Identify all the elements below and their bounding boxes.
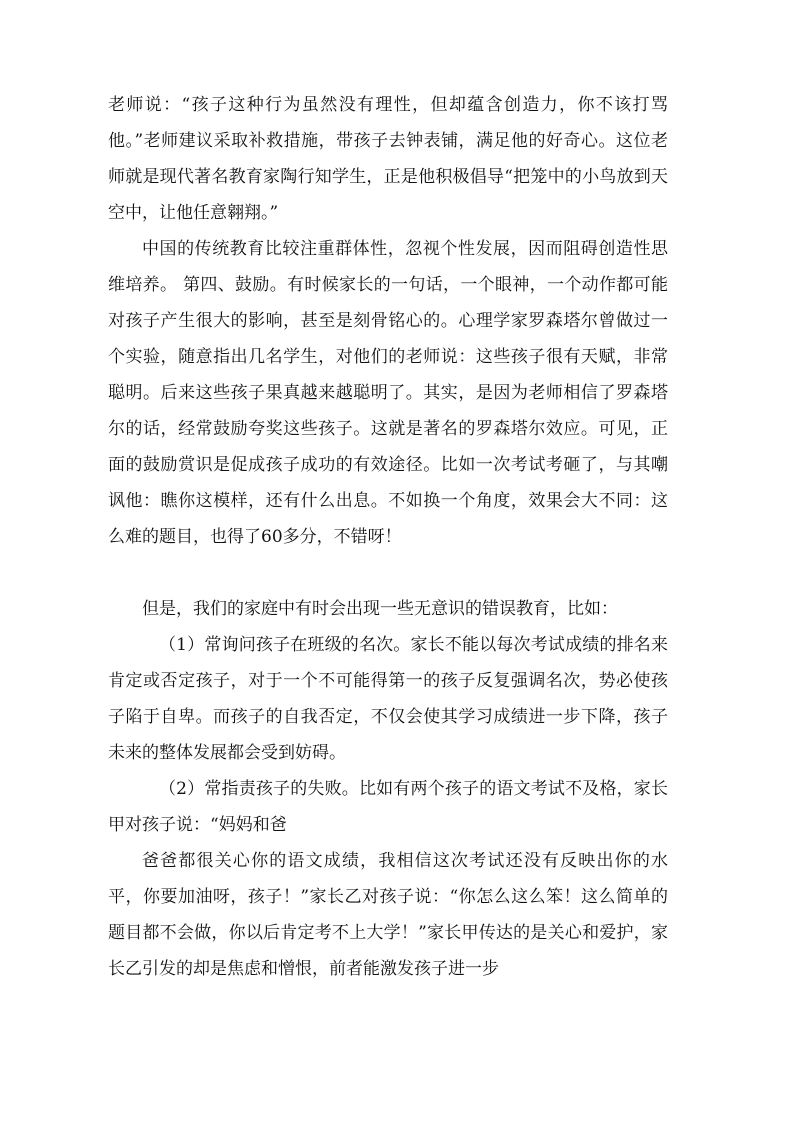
paragraph-6: 爸爸都很关心你的语文成绩，我相信这次考试还没有反映出你的水平，你要加油呀，孩子！”家长乙对孩子说：“你怎么这么笨！这么简单的题目都不会做，你以后肯定考不上大学！”家长甲传达的是关心和爱护，家长乙引发的却是焦虑和憎恨，前者能激发孩子进一步 <box>108 851 668 979</box>
paragraph-4: （1）常询问孩子在班级的名次。家长不能以每次考试成绩的排名来肯定或否定孩子，对于一个不可能得第一的孩子反复强调名次，势必使孩子陷于自卑。而孩子的自我否定，不仅会使其学习成绩进一步下降，孩子未来的整体发展都会受到妨碍。 <box>108 635 668 763</box>
paragraph-1: 老师说：“孩子这种行为虽然没有理性，但却蕴含创造力，你不该打骂他。”老师建议采取补救措施，带孩子去钟表铺，满足他的好奇心。这位老师就是现代著名教育家陶行知学生，正是他积极倡导“把笼中的小鸟放到天空中，让他任意翱翔。” <box>108 95 668 223</box>
paragraph-3: 但是，我们的家庭中有时会出现一些无意识的错误教育，比如： <box>142 599 618 619</box>
paragraph-2: 中国的传统教育比较注重群体性，忽视个性发展，因而阻碍创造性思维培养。 第四、鼓励。有时候家长的一句话，一个眼神，一个动作都可能对孩子产生很大的影响，甚至是刻骨铭心的。心理学家罗森塔尔曾做过一个实验，随意指出几名学生，对他们的老师说：这些孩子很有天赋，非常聪明。后来这些孩子果真越来越聪明了。其实，是因为老师相信了罗森塔尔的话，经常鼓励夸奖这些孩子。这就是著名的罗森塔尔效应。可见，正面的鼓励赏识是促成孩子成功的有效途径。比如一次考试考砸了，与其嘲讽他：瞧你这模样，还有什么出息。不如换一个角度，效果会大不同：这么难的题目，也得了60多分，不错呀！ <box>108 239 668 547</box>
paragraph-5: （2）常指责孩子的失败。比如有两个孩子的语文考试不及格，家长甲对孩子说：“妈妈和爸 <box>108 779 668 835</box>
